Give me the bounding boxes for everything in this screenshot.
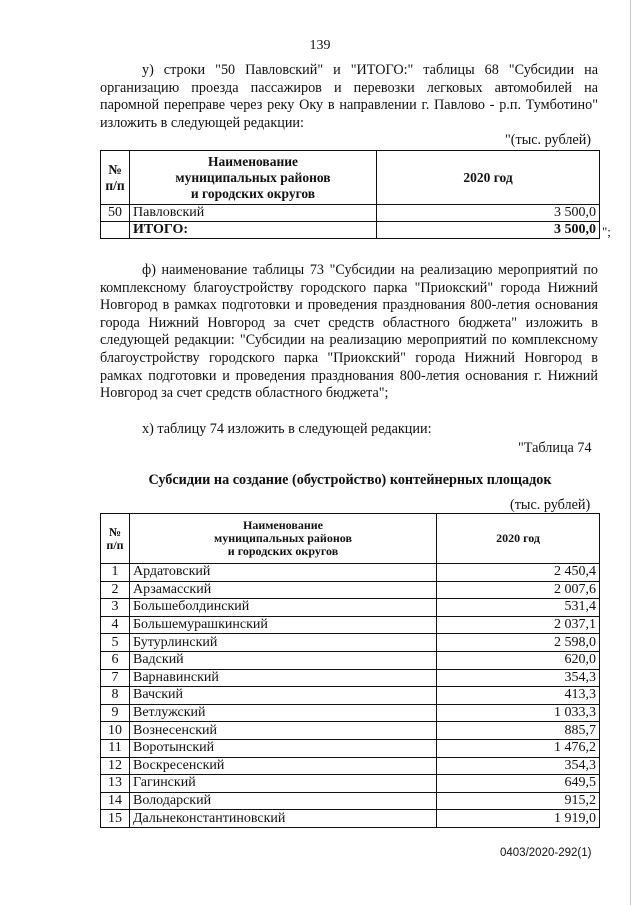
scan-edge-line [630, 0, 631, 905]
table-74-title: Субсидии на создание (обустройство) контейнерных площадок [148, 472, 552, 488]
row-num: 10 [101, 722, 130, 740]
table-74 [100, 513, 600, 828]
document-code: 0403/2020-292(1) [500, 847, 592, 859]
row-num: 12 [101, 757, 130, 775]
row-num: 6 [101, 651, 130, 669]
units-label-2: (тыс. рублей) [510, 497, 591, 513]
row-num: 4 [101, 616, 130, 634]
table-row [101, 599, 600, 617]
row-num: 15 [101, 810, 130, 828]
row-name: Ардатовский [130, 564, 437, 582]
table-row [101, 205, 600, 222]
row-name: Павловский [130, 205, 377, 222]
row-name: Арзамасский [130, 581, 437, 599]
row-value: 885,7 [437, 722, 600, 740]
row-name: Воротынский [130, 739, 437, 757]
table-row [101, 581, 600, 599]
table-row [101, 687, 600, 705]
row-name: Большеболдинский [130, 599, 437, 617]
table-row [101, 669, 600, 687]
row-num: 8 [101, 687, 130, 705]
row-name: Большемурашкинский [130, 616, 437, 634]
table-row [101, 757, 600, 775]
row-num: 3 [101, 599, 130, 617]
row-num: 50 [101, 205, 130, 222]
row-num: 9 [101, 704, 130, 722]
row-value: 1 476,2 [437, 739, 600, 757]
row-name: Воскресенский [130, 757, 437, 775]
row-name: Гагинский [130, 775, 437, 793]
row-name: Володарский [130, 792, 437, 810]
total-row [101, 222, 600, 239]
units-label-1: "(тыс. рублей) [505, 132, 592, 148]
col-header-name: Наименование муниципальных районов и городских округов [130, 514, 437, 564]
row-num: 7 [101, 669, 130, 687]
table-74-label: "Таблица 74 [518, 440, 592, 456]
row-value: 2 598,0 [437, 634, 600, 652]
total-label: ИТОГО: [130, 222, 377, 239]
row-value: 413,3 [437, 687, 600, 705]
row-value: 620,0 [437, 651, 600, 669]
row-value: 1 033,3 [437, 704, 600, 722]
item-u-paragraph: у) строки "50 Павловский" и "ИТОГО:" таблицы 68 "Субсидии на организацию проезда пассажиров и перевозки легковых автомобилей на паромной переправе через реку Оку в направлении г. Павлово - р.п. Тумботино" изложить в следующей редакции: [100, 62, 598, 131]
row-name: Вознесенский [130, 722, 437, 740]
row-value: 531,4 [437, 599, 600, 617]
row-value: 3 500,0 [377, 205, 600, 222]
table-row [101, 775, 600, 793]
row-name: Варнавинский [130, 669, 437, 687]
row-num: 13 [101, 775, 130, 793]
page-number: 139 [309, 38, 331, 53]
total-value: 3 500,0 [377, 222, 600, 239]
table-row [101, 616, 600, 634]
table-row [101, 792, 600, 810]
col-header-year: 2020 год [437, 514, 600, 564]
table-row [101, 810, 600, 828]
table-row [101, 651, 600, 669]
table-68-fragment [100, 150, 600, 239]
table1-end-mark: "; [602, 224, 611, 239]
item-h-paragraph: х) таблицу 74 изложить в следующей редакции: [142, 421, 432, 437]
row-value: 649,5 [437, 775, 600, 793]
row-value: 2 007,6 [437, 581, 600, 599]
col-header-name: Наименование муниципальных районов и городских округов [130, 151, 377, 205]
table-row [101, 739, 600, 757]
row-value: 2 450,4 [437, 564, 600, 582]
table-row [101, 634, 600, 652]
row-value: 915,2 [437, 792, 600, 810]
row-value: 1 919,0 [437, 810, 600, 828]
table-row [101, 722, 600, 740]
item-f-paragraph: ф) наименование таблицы 73 "Субсидии на реализацию мероприятий по комплексному благоустройству городского парка "Приокский" города Нижний Новгород в рамках подготовки и проведения празднования 800-летия основания города Нижний Новгород за счет средств областного бюджета" изложить в следующей редакции: "Субсидии на реализацию мероприятий по комплексному благоустройству городского парка "Приокский" города Нижний Новгород в рамках подготовки и проведения празднования 800-летия основания г. Нижний Новгород за счет средств областного бюджета"; [100, 262, 598, 402]
row-name: Дальнеконстантиновский [130, 810, 437, 828]
row-name: Вачский [130, 687, 437, 705]
row-value: 2 037,1 [437, 616, 600, 634]
row-num: 14 [101, 792, 130, 810]
col-header-num: № п/п [101, 151, 130, 205]
table-row [101, 564, 600, 582]
table-row [101, 704, 600, 722]
row-name: Ветлужский [130, 704, 437, 722]
row-num: 11 [101, 739, 130, 757]
col-header-num: № п/п [101, 514, 130, 564]
col-header-year: 2020 год [377, 151, 600, 205]
row-name: Вадский [130, 651, 437, 669]
row-num: 5 [101, 634, 130, 652]
row-num: 1 [101, 564, 130, 582]
row-name: Бутурлинский [130, 634, 437, 652]
row-value: 354,3 [437, 757, 600, 775]
row-value: 354,3 [437, 669, 600, 687]
row-num: 2 [101, 581, 130, 599]
